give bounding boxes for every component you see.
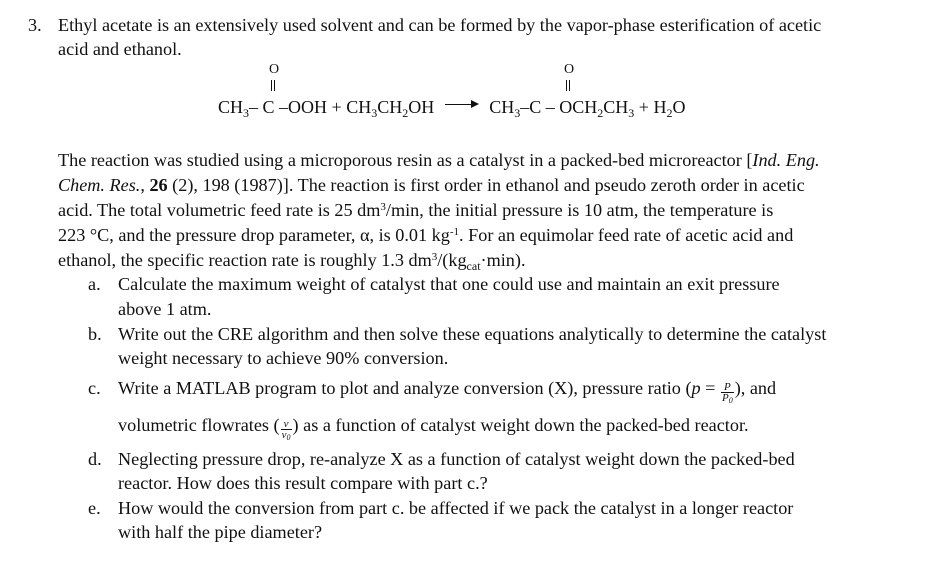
reactant-carbonyl-oxygen: O xyxy=(269,62,280,77)
part-a-line-1: Calculate the maximum weight of catalyst that one could use and maintain an exit pressure xyxy=(118,274,780,294)
part-c-line-1: Write a MATLAB program to plot and analyze conversion (X), pressure ratio (p = $\frac{P}{P_0}$ ), and xyxy=(118,378,777,405)
part-e-line-1: How would the conversion from part c. be affected if we pack the catalyst in a longer reactor xyxy=(118,498,794,518)
intro-line-1: Ethyl acetate is an extensively used solvent and can be formed by the vapor-phase esterification of acetic xyxy=(58,15,822,35)
part-a-marker: a. xyxy=(88,274,101,294)
product-double-bond xyxy=(566,80,570,91)
para-line-5: ethanol, the specific reaction rate is roughly 1.3 $dm^3/(kg_{cat}\cdot\min)$. xyxy=(58,250,526,273)
reactant-double-bond xyxy=(271,80,275,91)
reaction-arrow xyxy=(445,100,479,110)
part-c-line-2: volumetric flowrates ( $\frac{v}{v_0}$ ) as a function of catalyst weight down the packed-bed reactor. xyxy=(118,415,749,442)
para-line-1: The reaction was studied using a microporous resin as a catalyst in a packed-bed microreactor [Ind. Eng. xyxy=(58,150,820,170)
part-d-marker: d. xyxy=(88,449,102,469)
para-line-3: acid. The total volumetric feed rate is 25 $dm^3/\min$, the initial pressure is 10 atm, the temperature is xyxy=(58,200,774,220)
part-b-line-2: weight necessary to achieve 90% conversion. xyxy=(118,348,449,368)
flowrate-ratio-fraction: $\frac{v}{v_0}$ xyxy=(281,418,291,442)
intro-line-2: acid and ethanol. xyxy=(58,39,182,59)
part-d-line-2: reactor. How does this result compare with part c.? xyxy=(118,473,488,493)
pressure-ratio-fraction: $\frac{P}{P_0}$ xyxy=(721,381,733,405)
part-e-marker: e. xyxy=(88,498,101,518)
para-line-2: Chem. Res., 26 (2), 198 (1987)]. The reaction is first order in ethanol and pseudo zeroth order in acetic xyxy=(58,175,805,195)
problem-number: 3. xyxy=(28,15,42,35)
part-c-marker: c. xyxy=(88,378,101,398)
part-b-marker: b. xyxy=(88,324,102,344)
part-d-line-1: Neglecting pressure drop, re-analyze X as a function of catalyst weight down the packed-bed xyxy=(118,449,795,469)
part-e-line-2: with half the pipe diameter? xyxy=(118,522,323,542)
part-b-line-1: Write out the CRE algorithm and then solve these equations analytically to determine the catalyst xyxy=(118,324,827,344)
part-a-line-2: above 1 atm. xyxy=(118,299,212,319)
para-line-4: 223 °C, and the pressure drop parameter, α, is 0.01 $kg^{-1}$. For an equimolar feed rate of acetic acid and xyxy=(58,225,794,245)
product-carbonyl-oxygen: O xyxy=(564,62,575,77)
reaction-line: $CH_3-$ C $-OOH + CH_3CH_2OH$ $CH_3-C - OCH_2CH_3 + H_2O$ xyxy=(218,97,686,120)
